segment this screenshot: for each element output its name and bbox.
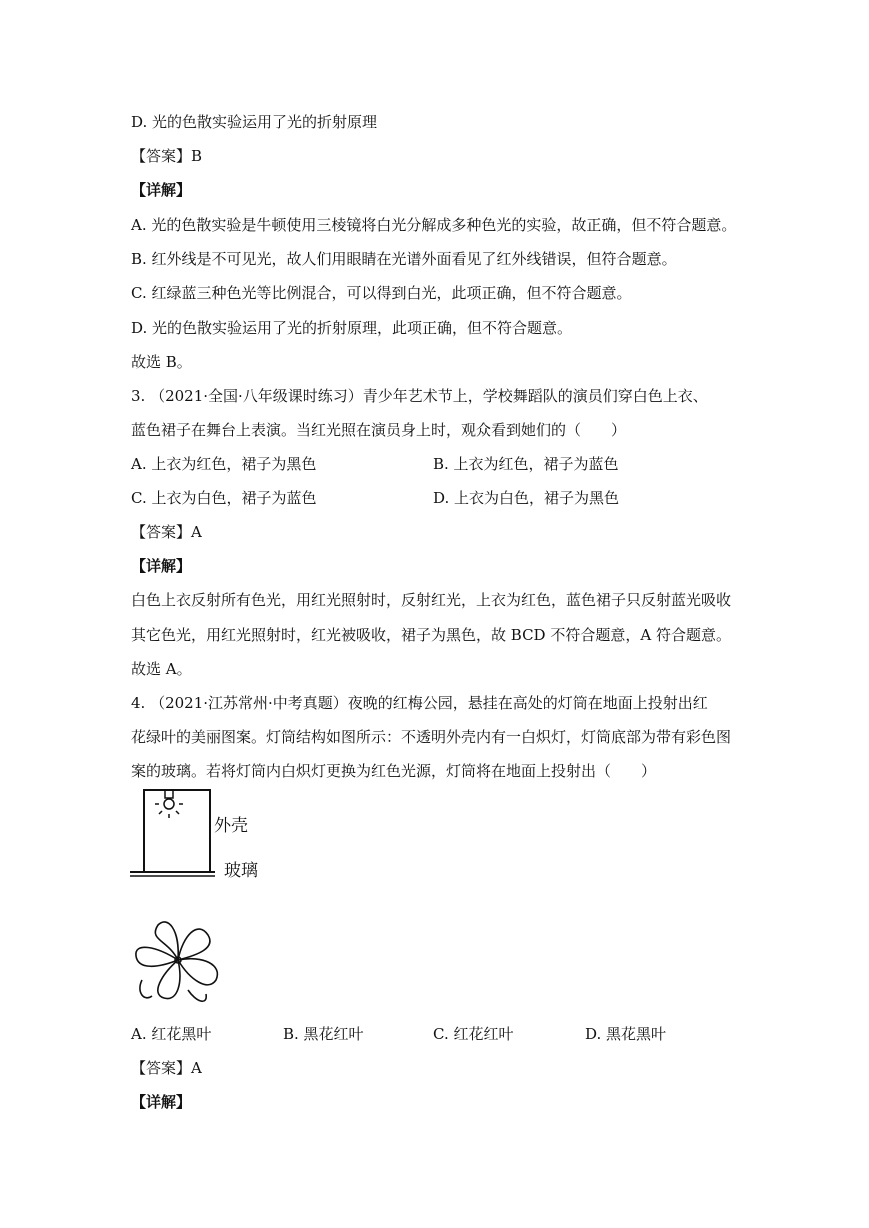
q3-option-d: D. 上衣为白色，裙子为黑色 bbox=[433, 489, 620, 507]
q3-option-c: C. 上衣为白色，裙子为蓝色 bbox=[131, 489, 317, 507]
label-shell: 外壳 bbox=[214, 816, 248, 836]
label-glass: 玻璃 bbox=[224, 861, 258, 881]
detail-line-c: C. 红绿蓝三种色光等比例混合，可以得到白光，此项正确，但不符合题意。 bbox=[131, 284, 632, 302]
q3-option-a: A. 上衣为红色，裙子为黑色 bbox=[131, 455, 317, 473]
option-d-prev: D. 光的色散实验运用了光的折射原理 bbox=[131, 113, 378, 131]
question-3-line-1: 3. （2021·全国·八年级课时练习）青少年艺术节上，学校舞蹈队的演员们穿白色上衣、 bbox=[131, 387, 708, 405]
q3-conclusion: 故选 A。 bbox=[131, 660, 192, 678]
detail-line-b: B. 红外线是不可见光，故人们用眼睛在光谱外面看见了红外线错误，但符合题意。 bbox=[131, 250, 677, 268]
q3-explain-1: 白色上衣反射所有色光，用红光照射时，反射红光，上衣为红色，蓝色裙子只反射蓝光吸收 bbox=[131, 591, 732, 609]
q4-option-b: B. 黑花红叶 bbox=[283, 1025, 364, 1043]
q4-answer: 【答案】A bbox=[131, 1059, 202, 1077]
q3-option-b: B. 上衣为红色，裙子为蓝色 bbox=[433, 455, 619, 473]
detail-line-a: A. 光的色散实验是牛顿使用三棱镜将白光分解成多种色光的实验，故正确，但不符合题意。 bbox=[131, 216, 737, 234]
detail-line-d: D. 光的色散实验运用了光的折射原理，此项正确，但不符合题意。 bbox=[131, 319, 573, 337]
question-4-line-2: 花绿叶的美丽图案。灯筒结构如图所示：不透明外壳内有一白炽灯，灯筒底部为带有彩色图 bbox=[131, 728, 732, 746]
detail-heading: 【详解】 bbox=[131, 181, 192, 199]
q4-option-c: C. 红花红叶 bbox=[433, 1025, 514, 1043]
answer-text: 【答案】B bbox=[131, 147, 203, 165]
q4-option-d: D. 黑花黑叶 bbox=[585, 1025, 667, 1043]
question-4-line-3: 案的玻璃。若将灯筒内白炽灯更换为红色光源，灯筒将在地面上投射出（ ） bbox=[131, 762, 657, 780]
question-3-line-2: 蓝色裙子在舞台上表演。当红光照在演员身上时，观众看到她们的（ ） bbox=[131, 421, 627, 439]
flower-pattern-image bbox=[128, 910, 232, 1014]
q3-answer: 【答案】A bbox=[131, 523, 202, 541]
conclusion: 故选 B。 bbox=[131, 353, 192, 371]
q4-detail-heading: 【详解】 bbox=[131, 1093, 192, 1111]
q3-detail-heading: 【详解】 bbox=[131, 557, 192, 575]
question-4-line-1: 4. （2021·江苏常州·中考真题）夜晚的红梅公园，悬挂在高处的灯筒在地面上投射出红 bbox=[131, 694, 708, 712]
q3-explain-2: 其它色光，用红光照射时，红光被吸收，裙子为黑色，故 BCD 不符合题意，A 符合题意。 bbox=[131, 626, 731, 644]
q4-option-a: A. 红花黑叶 bbox=[131, 1025, 212, 1043]
answer-label bbox=[131, 146, 202, 166]
